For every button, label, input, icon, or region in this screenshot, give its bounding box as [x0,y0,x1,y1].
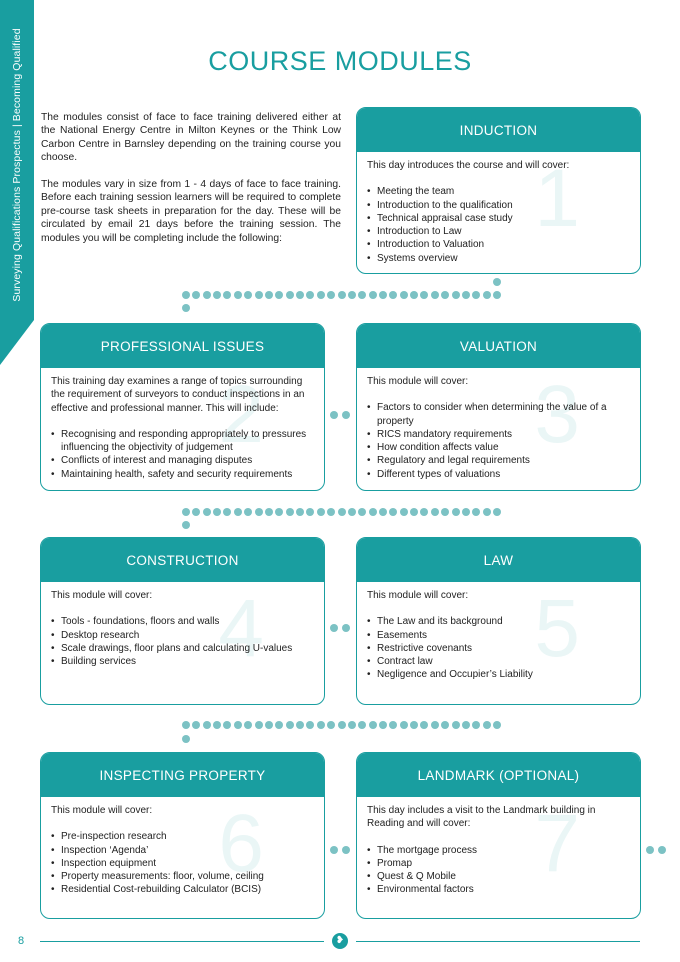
sidebar-triangle [0,320,34,365]
module-topic: • Residential Cost-rebuilding Calculator (BCIS) [51,883,314,896]
module-topics [51,428,314,481]
connector-dot [213,291,221,299]
module-topics [367,615,630,681]
connector-dot [244,291,252,299]
module-title: PROFESSIONAL ISSUES [41,324,324,368]
connector-dot [420,721,428,729]
connector-dot [342,846,350,854]
connector-dot [441,508,449,516]
connector-dot [223,721,231,729]
connector-dot [182,521,190,529]
connector-dot [223,291,231,299]
module-topic: • Regulatory and legal requirements [367,454,630,467]
module-topic: • Contract law [367,655,630,668]
footer-divider-left [40,941,324,942]
connector-dot [317,508,325,516]
connector-dot [462,291,470,299]
module-title: INSPECTING PROPERTY [41,753,324,797]
connector-dot [400,291,408,299]
module-topic: • Introduction to Valuation [367,238,630,251]
connector-dot [234,721,242,729]
connector-dot [410,291,418,299]
connector-dot [462,721,470,729]
connector-dot [400,508,408,516]
module-topic: • Desktop research [51,629,314,642]
connector-dot [330,624,338,632]
module-card [356,107,641,274]
connector-dot [338,721,346,729]
module-topic: • Introduction to Law [367,225,630,238]
connector-dot [317,721,325,729]
module-topic: • Maintaining health, safety and security requirements [51,468,314,481]
module-card [40,752,325,919]
connector-dot [182,721,190,729]
module-body [41,582,324,674]
module-topic: • Environmental factors [367,883,630,896]
connector-dot [369,291,377,299]
connector-dot [244,721,252,729]
connector-dot [306,508,314,516]
connector-dot [223,508,231,516]
module-topic: • Building services [51,655,314,668]
module-intro: This day includes a visit to the Landmark building in Reading and will cover: [367,805,596,830]
module-number: 1 [534,153,580,244]
module-topic: • Pre-inspection research [51,830,314,843]
module-topic: • RICS mandatory requirements [367,428,630,441]
connector-dot [330,846,338,854]
connector-dot [192,508,200,516]
connector-dot [255,291,263,299]
connector-dot [493,508,501,516]
connector-dot [389,508,397,516]
connector-dot [472,508,480,516]
connector-dot [234,291,242,299]
connector-dot [389,291,397,299]
connector-dot [203,508,211,516]
connector-dot [389,721,397,729]
connector-dot [348,508,356,516]
connector-dot [493,278,501,286]
connector-dot [192,291,200,299]
module-number: 7 [534,798,580,889]
module-body [357,152,640,265]
module-number: 6 [218,798,264,889]
connector-dot [182,735,190,743]
connector-dot [203,291,211,299]
connector-dot [182,508,190,516]
module-number: 3 [534,369,580,460]
connector-dot [338,508,346,516]
module-topics [51,615,314,668]
module-intro: This day introduces the course and will cover: [367,160,570,171]
connector-dot [493,721,501,729]
connector-dot [342,624,350,632]
connector-dot [441,721,449,729]
module-topic: • The mortgage process [367,844,630,857]
connector-dot [296,721,304,729]
module-topic: • Inspection ‘Agenda’ [51,844,314,857]
connector-dot [658,846,666,854]
module-body [357,368,640,481]
connector-dot [234,508,242,516]
connector-dot [182,291,190,299]
connector-dot [379,721,387,729]
connector-dot [431,721,439,729]
connector-dot [400,721,408,729]
intro-paragraph: The modules consist of face to face training delivered either at the National Energy Centre in Milton Keynes or the Think Low Carbon Centre in Barnsley depending on the training course you choose. [41,112,341,164]
connector-dot [358,721,366,729]
module-topic: • Meeting the team [367,185,630,198]
connector-dot [306,721,314,729]
connector-dot [348,291,356,299]
module-topics [367,185,630,265]
connector-dot [452,508,460,516]
connector-dot [472,291,480,299]
connector-dot [493,291,501,299]
module-intro: This module will cover: [51,805,153,816]
module-intro: This training day examines a range of topics surrounding the requirement of surveyors to conduct inspections in an effective and professional manner. This will include: [51,376,305,414]
module-topic: • Recognising and responding appropriately to pressures influencing the objectivity of judgement [51,428,314,455]
connector-dot [441,291,449,299]
module-body [357,582,640,682]
module-title: VALUATION [357,324,640,368]
module-topic: • Easements [367,629,630,642]
module-topic: • Conflicts of interest and managing disputes [51,454,314,467]
module-topic: • Restrictive covenants [367,642,630,655]
module-topic: • Property measurements: floor, volume, ceiling [51,870,314,883]
module-intro: This module will cover: [367,590,469,601]
connector-dot [358,508,366,516]
module-intro: This module will cover: [367,376,469,387]
module-topic: • Negligence and Occupier’s Liability [367,668,630,681]
connector-dot [348,721,356,729]
module-number: 2 [218,369,264,460]
logo-icon: ❥ [332,933,348,949]
page-title: COURSE MODULES [208,46,472,76]
module-body [41,368,324,481]
module-title: LANDMARK (OPTIONAL) [357,753,640,797]
module-card [356,752,641,919]
connector-dot [286,291,294,299]
module-topic: • Systems overview [367,252,630,265]
module-topic: • Technical appraisal case study [367,212,630,225]
connector-dot [265,721,273,729]
connector-dot [317,291,325,299]
connector-dot [306,291,314,299]
connector-dot [472,721,480,729]
connector-dot [265,291,273,299]
connector-dot [420,508,428,516]
module-topic: • Quest & Q Mobile [367,870,630,883]
connector-dot [369,721,377,729]
connector-dot [338,291,346,299]
connector-dot [483,721,491,729]
connector-dot [286,508,294,516]
connector-dot [483,291,491,299]
module-topic: • Different types of valuations [367,468,630,481]
module-body [357,797,640,897]
connector-dot [462,508,470,516]
connector-dot [330,411,338,419]
connector-dot [213,508,221,516]
module-topic: • Factors to consider when determining the value of a property [367,401,630,428]
connector-dot [379,291,387,299]
connector-dot [296,508,304,516]
module-body [41,797,324,897]
connector-dot [431,291,439,299]
connector-dot [342,411,350,419]
connector-dot [327,721,335,729]
connector-dot [452,721,460,729]
module-card [356,323,641,491]
module-title: LAW [357,538,640,582]
connector-dot [358,291,366,299]
module-title: CONSTRUCTION [41,538,324,582]
connector-dot [244,508,252,516]
connector-dot [255,721,263,729]
module-number: 4 [218,583,264,674]
connector-dot [327,508,335,516]
connector-dot [296,291,304,299]
connector-dot [255,508,263,516]
connector-dot [410,508,418,516]
connector-dot [369,508,377,516]
connector-dot [379,508,387,516]
module-card [40,323,325,491]
connector-dot [327,291,335,299]
connector-dot [192,721,200,729]
module-topic: • How condition affects value [367,441,630,454]
module-topic: • Scale drawings, floor plans and calculating U-values [51,642,314,655]
connector-dot [213,721,221,729]
module-topic: • Introduction to the qualification [367,199,630,212]
connector-dot [410,721,418,729]
module-card [40,537,325,705]
connector-dot [431,508,439,516]
module-card [356,537,641,705]
intro-paragraph: The modules vary in size from 1 - 4 days of face to face training. Before each training session learners will be required to complete pre-course task sheets in preparation for the day. These will be circulated by email 21 days before the training session. The modules you will be completing include the following: [41,179,341,244]
module-topic: • Inspection equipment [51,857,314,870]
module-intro: This module will cover: [51,590,153,601]
module-topics [367,844,630,897]
footer-divider-right [356,941,640,942]
connector-dot [275,291,283,299]
module-topics [367,401,630,481]
intro-text [41,111,341,258]
connector-dot [265,508,273,516]
module-topic: • The Law and its background [367,615,630,628]
connector-dot [420,291,428,299]
module-title: INDUCTION [357,108,640,152]
connector-dot [203,721,211,729]
sidebar-text: Surveying Qualifications Prospectus | Becoming Qualified [11,28,23,302]
module-number: 5 [534,583,580,674]
page-number: 8 [18,935,25,947]
connector-dot [182,304,190,312]
connector-dot [452,291,460,299]
module-topic: • Promap [367,857,630,870]
connector-dot [483,508,491,516]
module-topics [51,830,314,896]
module-topic: • Tools - foundations, floors and walls [51,615,314,628]
connector-dot [646,846,654,854]
connector-dot [286,721,294,729]
connector-dot [275,721,283,729]
connector-dot [275,508,283,516]
